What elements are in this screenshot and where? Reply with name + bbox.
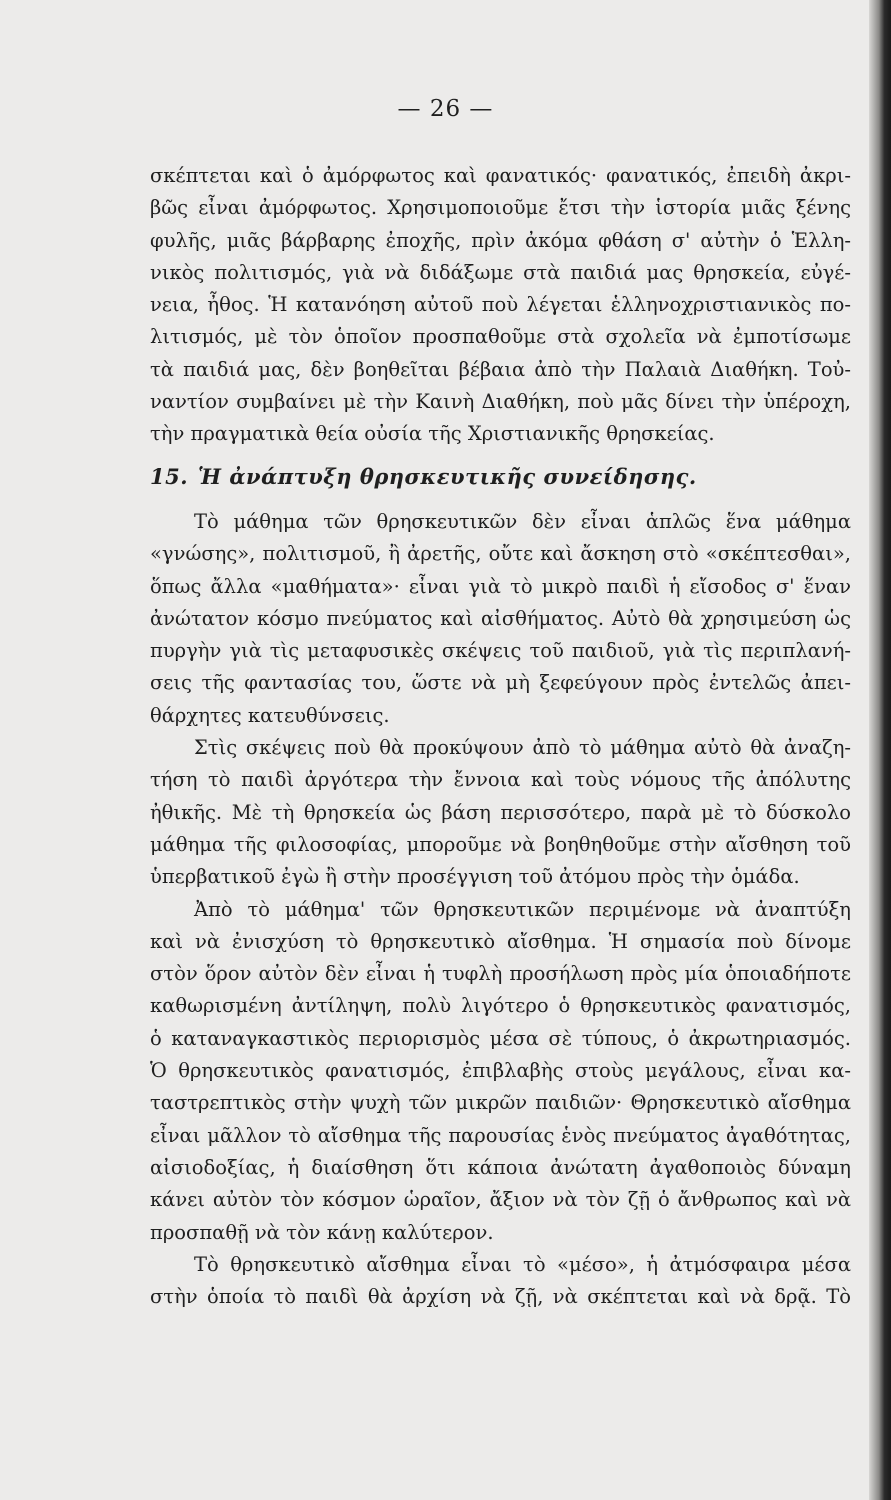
text-line: καθωρισμένη ἀντίληψη, πολὺ λιγότερο ὁ θρησκευτικὸς φανατισμός, [150, 994, 851, 1018]
text-line: Τὸ θρησκευτικὸ αἴσθημα εἶναι τὸ «μέσο», ἡ ἀτμόσφαιρα μέσα [194, 1252, 851, 1276]
text-line: τὰ παιδιά μας, δὲν βοηθεῖται βέβαια ἀπὸ τὴν Παλαιὰ Διαθήκη. Τοὐ- [150, 357, 851, 381]
text-line: θάρχητες κατευθύνσεις. [150, 703, 390, 727]
text-line: λιτισμός, μὲ τὸν ὁποῖον προσπαθοῦμε στὰ σχολεῖα νὰ ἐμποτίσωμε [150, 325, 851, 349]
text-line: ὅπως ἄλλα «μαθήματα»· εἶναι γιὰ τὸ μικρὸ παιδὶ ἡ εἴσοδος σ' ἕναν [150, 574, 851, 598]
text-line: στὸν ὅρον αὐτὸν δὲν εἶναι ἡ τυφλὴ προσήλωση πρὸς μία ὁποιαδήποτε [150, 962, 851, 986]
text-line: αἰσιοδοξίας, ἡ διαίσθηση ὅτι κάποια ἀνώτατη ἀγαθοποιὸς δύναμη [150, 1155, 851, 1179]
text-line: πυργὴν γιὰ τὶς μεταφυσικὲς σκέψεις τοῦ παιδιοῦ, γιὰ τὶς περιπλανή- [150, 639, 851, 663]
text-line: ταστρεπτικὸς στὴν ψυχὴ τῶν μικρῶν παιδιῶν· Θρησκευτικὸ αἴσθημα [150, 1091, 851, 1115]
text-line: νικὸς πολιτισμός, γιὰ νὰ διδάξωμε στὰ παιδιά μας θρησκεία, εὐγέ- [150, 260, 851, 284]
page-edge-shadow [869, 0, 891, 1500]
page-number: — 26 — [397, 96, 494, 122]
section-body [150, 506, 851, 1313]
section-heading [150, 464, 697, 489]
text-line: τὴν πραγματικὰ θεία οὐσία τῆς Χριστιανικῆς θρησκείας. [150, 422, 715, 446]
text-line: νεια, ἦθος. Ἡ κατανόηση αὐτοῦ ποὺ λέγεται ἑλληνοχριστιανικὸς πο- [150, 293, 851, 317]
text-line: Ἀπὸ τὸ μάθημα' τῶν θρησκευτικῶν περιμένομε νὰ ἀναπτύξη [194, 897, 851, 921]
text-line: Ὁ θρησκευτικὸς φανατισμός, ἐπιβλαβὴς στοὺς μεγάλους, εἶναι κα- [150, 1059, 851, 1083]
section-number: 15. [150, 464, 189, 489]
text-line: «γνώσης», πολιτισμοῦ, ἢ ἀρετῆς, οὔτε καὶ ἄσκηση στὸ «σκέπτεσθαι», [150, 542, 851, 566]
text-line: ὁ καταναγκαστικὸς περιορισμὸς μέσα σὲ τύπους, ὁ ἀκρωτηριασμός. [150, 1026, 851, 1050]
text-line: στὴν ὁποία τὸ παιδὶ θὰ ἀρχίση νὰ ζῇ, νὰ σκέπτεται καὶ νὰ δρᾷ. Τὸ [150, 1285, 851, 1309]
section-title: Ἡ ἀνάπτυξη θρησκευτικῆς συνείδησης. [198, 464, 697, 489]
text-line: βῶς εἶναι ἀμόρφωτος. Χρησιμοποιοῦμε ἔτσι τὴν ἱστορία μιᾶς ξένης [150, 196, 851, 220]
text-line: προσπαθῇ νὰ τὸν κάνῃ καλύτερον. [150, 1220, 494, 1244]
text-line: τήση τὸ παιδὶ ἀργότερα τὴν ἔννοια καὶ τοὺς νόμους τῆς ἀπόλυτης [150, 768, 851, 792]
text-line: ἀνώτατον κόσμο πνεύματος καὶ αἰσθήματος. Αὐτὸ θὰ χρησιμεύση ὡς [150, 606, 851, 630]
text-line: ὑπερβατικοῦ ἐγὼ ἢ στὴν προσέγγιση τοῦ ἀτόμου πρὸς τὴν ὁμάδα. [150, 865, 800, 889]
text-line: σκέπτεται καὶ ὁ ἀμόρφωτος καὶ φανατικός· φανατικός, ἐπειδὴ ἀκρι- [150, 164, 851, 187]
text-line: σεις τῆς φαντασίας του, ὥστε νὰ μὴ ξεφεύγουν πρὸς ἐντελῶς ἀπει- [150, 671, 851, 695]
text-line: φυλῆς, μιᾶς βάρβαρης ἐποχῆς, πρὶν ἀκόμα φθάση σ' αὐτὴν ὁ Ἑλλη- [150, 228, 851, 252]
text-line: κάνει αὐτὸν τὸν κόσμον ὡραῖον, ἄξιον νὰ τὸν ζῇ ὁ ἄνθρωπος καὶ νὰ [150, 1188, 851, 1212]
text-line: καὶ νὰ ἐνισχύση τὸ θρησκευτικὸ αἴσθημα. Ἡ σημασία ποὺ δίνομε [150, 929, 851, 953]
text-line: μάθημα τῆς φιλοσοφίας, μποροῦμε νὰ βοηθηθοῦμε στὴν αἴσθηση τοῦ [150, 832, 851, 856]
text-line: Τὸ μάθημα τῶν θρησκευτικῶν δὲν εἶναι ἁπλῶς ἕνα μάθημα [194, 510, 851, 533]
text-line: ναντίον συμβαίνει μὲ τὴν Καινὴ Διαθήκη, ποὺ μᾶς δίνει τὴν ὑπέροχη, [150, 390, 851, 414]
text-line: Στὶς σκέψεις ποὺ θὰ προκύψουν ἀπὸ τὸ μάθημα αὐτὸ θὰ ἀναζη- [194, 736, 851, 760]
text-line: εἶναι μᾶλλον τὸ αἴσθημα τῆς παρουσίας ἑνὸς πνεύματος ἀγαθότητας, [150, 1123, 851, 1147]
text-line: ἠθικῆς. Μὲ τὴ θρησκεία ὡς βάση περισσότερο, παρὰ μὲ τὸ δύσκολο [150, 800, 851, 824]
paragraph-continuation [150, 160, 851, 451]
